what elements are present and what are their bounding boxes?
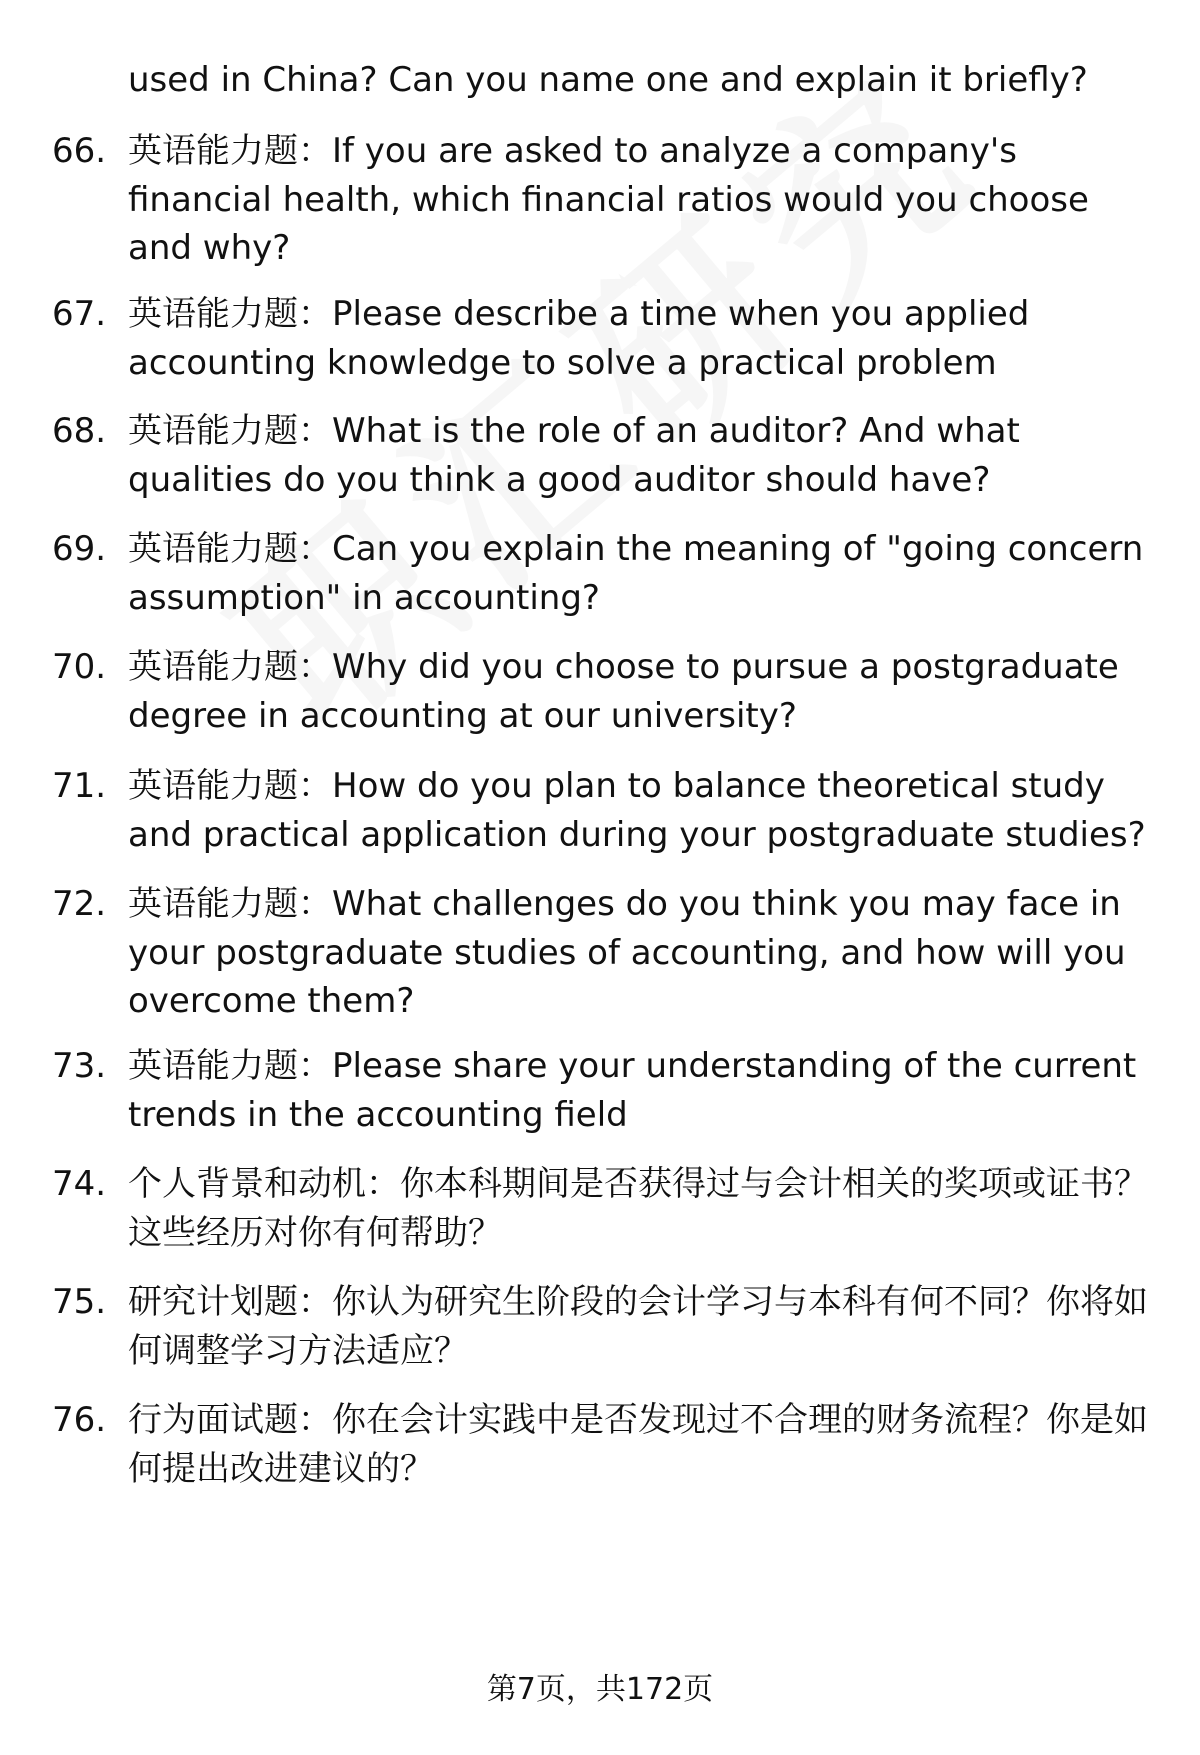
question-number: 66. [52,131,107,171]
question-number: 67. [52,294,107,334]
question-item-76 [52,1396,1162,1493]
question-text: 英语能力题：Please describe a time when you applied accounting knowledge to solve a practical problem [128,294,1030,383]
question-65-continuation: used in China? Can you name one and explain it briefly? [128,60,1088,100]
question-text: 个人背景和动机：你本科期间是否获得过与会计相关的奖项或证书？这些经历对你有何帮助？ [128,1164,1148,1253]
question-number: 74. [52,1164,107,1204]
question-text: 英语能力题：Can you explain the meaning of "going concern assumption" in accounting? [128,529,1144,618]
question-number: 69. [52,529,107,569]
question-item-73 [52,1042,1162,1139]
question-item-70 [52,643,1162,740]
question-item-72 [52,880,1162,1026]
question-number: 75. [52,1282,107,1322]
question-text: 行为面试题：你在会计实践中是否发现过不合理的财务流程？你是如何提出改进建议的？ [128,1400,1148,1489]
question-text: 英语能力题：Please share your understanding of the current trends in the accounting field [128,1046,1137,1135]
question-item-71 [52,762,1162,859]
question-number: 76. [52,1400,107,1440]
question-number: 72. [52,884,107,924]
question-text: 英语能力题：If you are asked to analyze a company's financial health, which financial ratios would you choose and why? [128,131,1089,268]
question-item-69 [52,525,1162,622]
question-number: 70. [52,647,107,687]
question-item-67 [52,290,1162,387]
question-number: 68. [52,411,107,451]
question-item-68 [52,407,1162,504]
question-text: 英语能力题：How do you plan to balance theoretical study and practical application during your postgraduate studies? [128,766,1146,855]
question-number: 71. [52,766,107,806]
question-text: 英语能力题：Why did you choose to pursue a postgraduate degree in accounting at our university? [128,647,1119,736]
question-item-66 [52,127,1162,273]
question-text: 研究计划题：你认为研究生阶段的会计学习与本科有何不同？你将如何调整学习方法适应？ [128,1282,1148,1371]
question-text: 英语能力题：What is the role of an auditor? And what qualities do you think a good auditor should have? [128,411,1020,500]
question-text: 英语能力题：What challenges do you think you may face in your postgraduate studies of accounting, and how will you overcome them? [128,884,1126,1021]
question-number: 73. [52,1046,107,1086]
question-item-75 [52,1278,1162,1375]
question-item-74 [52,1160,1162,1257]
page-number-footer: 第7页，共172页 [486,1672,714,1707]
